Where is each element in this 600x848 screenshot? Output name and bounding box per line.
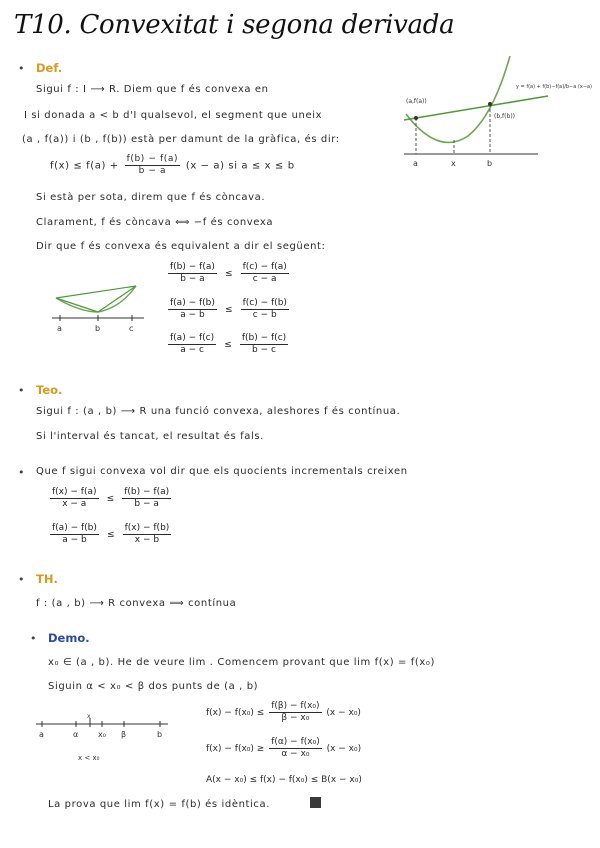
- fraction-numerator: f(x) − f(b): [124, 523, 170, 533]
- label-x: x: [87, 713, 91, 720]
- fraction-denominator: b − c: [252, 345, 276, 355]
- def-ineq-row-1: [166, 262, 291, 285]
- leq-symbol: ≤: [106, 493, 115, 504]
- def-inequality: [50, 154, 295, 177]
- label-x0: x₀: [98, 730, 106, 739]
- bullet-icon: •: [18, 466, 25, 479]
- fraction-denominator: x − b: [134, 535, 160, 545]
- demo-equation-2: [206, 737, 361, 760]
- teo-heading: Teo.: [36, 383, 63, 397]
- def-line-2: I si donada a < b d'I qualsevol, el segment que uneix: [24, 110, 323, 121]
- page-title: T10. Convexitat i segona derivada: [14, 10, 455, 40]
- demo-heading: Demo.: [48, 631, 90, 645]
- fraction-denominator: a − b: [62, 535, 87, 545]
- fraction-denominator: a − c: [180, 345, 204, 355]
- label-point-b: (b,f(b)): [494, 113, 515, 120]
- leq-symbol: ≤: [224, 304, 233, 315]
- def-ineq-lhs: f(x) ≤ f(a) +: [50, 160, 119, 172]
- fraction-numerator: f(c) − f(a): [242, 262, 287, 272]
- def-ineq-row-2: [166, 298, 291, 321]
- def-equiv-intro: Dir que f és convexa és equivalent a dir el següent:: [36, 241, 326, 252]
- label-chord-equation: y = f(a) + f(b)−f(a)/b−a (x−a): [516, 84, 592, 90]
- incr-ineq-row-1: [48, 487, 173, 510]
- demo-eq2-lhs: f(x) − f(x₀) ≥: [206, 744, 265, 754]
- fraction-denominator: a − b: [180, 310, 205, 320]
- def-concave-line: Si està per sota, direm que f és còncava.: [36, 192, 266, 203]
- fraction-denominator: c − a: [252, 274, 277, 284]
- fraction-numerator: f(x) − f(a): [52, 487, 97, 497]
- fraction-numerator: f(a) − f(c): [170, 333, 215, 343]
- label-c: c: [129, 324, 134, 333]
- demo-axis-figure: [34, 710, 174, 770]
- chord-ac: [56, 286, 136, 298]
- incr-ineq-row-2: [48, 523, 173, 546]
- leq-symbol: ≤: [224, 268, 233, 279]
- point-a: [414, 116, 418, 120]
- bullet-icon: •: [18, 384, 25, 397]
- fraction-denominator: b − a: [180, 274, 205, 284]
- demo-equation-1: [206, 701, 361, 724]
- label-a: a: [413, 159, 418, 168]
- label-b: b: [157, 730, 163, 739]
- chord-ab: [56, 298, 98, 312]
- fraction-numerator: f(b) − f(a): [126, 154, 179, 164]
- bullet-icon: •: [18, 62, 25, 75]
- label-b: b: [487, 159, 493, 168]
- fraction-denominator: b − a: [138, 166, 167, 176]
- fraction-denominator: β − x₀: [281, 713, 310, 723]
- leq-symbol: ≤: [224, 339, 232, 350]
- demo-line-2: Siguin α < x₀ < β dos punts de (a , b): [48, 681, 259, 692]
- qed-square-icon: [310, 797, 321, 808]
- teo-line-2: Si l'interval és tancat, el resultat és fals.: [36, 431, 264, 442]
- fraction-numerator: f(b) − f(a): [170, 262, 215, 272]
- incr-line: Que f sigui convexa vol dir que els quocients incrementals creixen: [36, 466, 408, 477]
- label-a: a: [39, 730, 44, 739]
- label-a: a: [57, 324, 62, 333]
- fraction-denominator: x − a: [62, 499, 87, 509]
- demo-line-1: x₀ ∈ (a , b). He de veure lim . Comencem provant que lim f(x) = f(x₀): [48, 657, 436, 668]
- point-b: [488, 102, 492, 106]
- def-line-3: (a , f(a)) i (b , f(b)) està per damunt de la gràfica, és dir:: [22, 134, 340, 145]
- label-x: x: [451, 159, 456, 168]
- teo-line-1: Sigui f : (a , b) ⟶ R una funció convexa, aleshores f és contínua.: [36, 406, 401, 417]
- fraction-numerator: f(α) − f(x₀): [271, 737, 320, 747]
- fraction-numerator: f(β) − f(x₀): [271, 701, 320, 711]
- fraction-numerator: f(b) − f(c): [241, 333, 287, 343]
- def-ineq-tail: (x − a) si a ≤ x ≤ b: [185, 160, 295, 172]
- fraction-denominator: b − a: [134, 499, 159, 509]
- demo-eq1-lhs: f(x) − f(x₀) ≤: [206, 708, 265, 718]
- convex-curve: [56, 286, 136, 312]
- note-x-less-x0: x < x₀: [78, 754, 100, 762]
- leq-symbol: ≤: [106, 529, 115, 540]
- bullet-icon: •: [18, 573, 25, 586]
- convex-function-figure: [398, 56, 594, 174]
- label-b: b: [95, 324, 101, 333]
- fraction-numerator: f(b) − f(a): [124, 487, 170, 497]
- bullet-icon: •: [30, 632, 37, 645]
- fraction-numerator: f(a) − f(b): [52, 523, 97, 533]
- label-beta: β: [121, 730, 127, 739]
- def-ineq-fraction: [125, 154, 180, 177]
- th-line: f : (a , b) ⟶ R convexa ⟹ contínua: [36, 598, 237, 609]
- label-point-a: (a,f(a)): [406, 98, 427, 105]
- def-ineq-row-3: [166, 333, 290, 356]
- demo-eq2-tail: (x − x₀): [326, 744, 362, 754]
- fraction-numerator: f(c) − f(b): [242, 298, 287, 308]
- def-line-1: Sigui f : I ⟶ R. Diem que f és convexa en: [36, 84, 269, 95]
- demo-conclusion: La prova que lim f(x) = f(b) és idèntica.: [48, 799, 271, 810]
- def-heading: Def.: [36, 61, 63, 75]
- label-alpha: α: [73, 730, 79, 739]
- th-heading: TH.: [36, 572, 58, 586]
- fraction-denominator: c − b: [252, 310, 277, 320]
- demo-equation-3: A(x − x₀) ≤ f(x) − f(x₀) ≤ B(x − x₀): [206, 775, 362, 785]
- chord-bc: [98, 286, 136, 312]
- fraction-numerator: f(a) − f(b): [170, 298, 215, 308]
- fraction-denominator: α − x₀: [281, 749, 310, 759]
- three-points-figure: [50, 280, 146, 336]
- demo-eq1-tail: (x − x₀): [326, 708, 361, 718]
- def-clearly-line: Clarament, f és còncava ⟺ −f és convexa: [36, 217, 274, 228]
